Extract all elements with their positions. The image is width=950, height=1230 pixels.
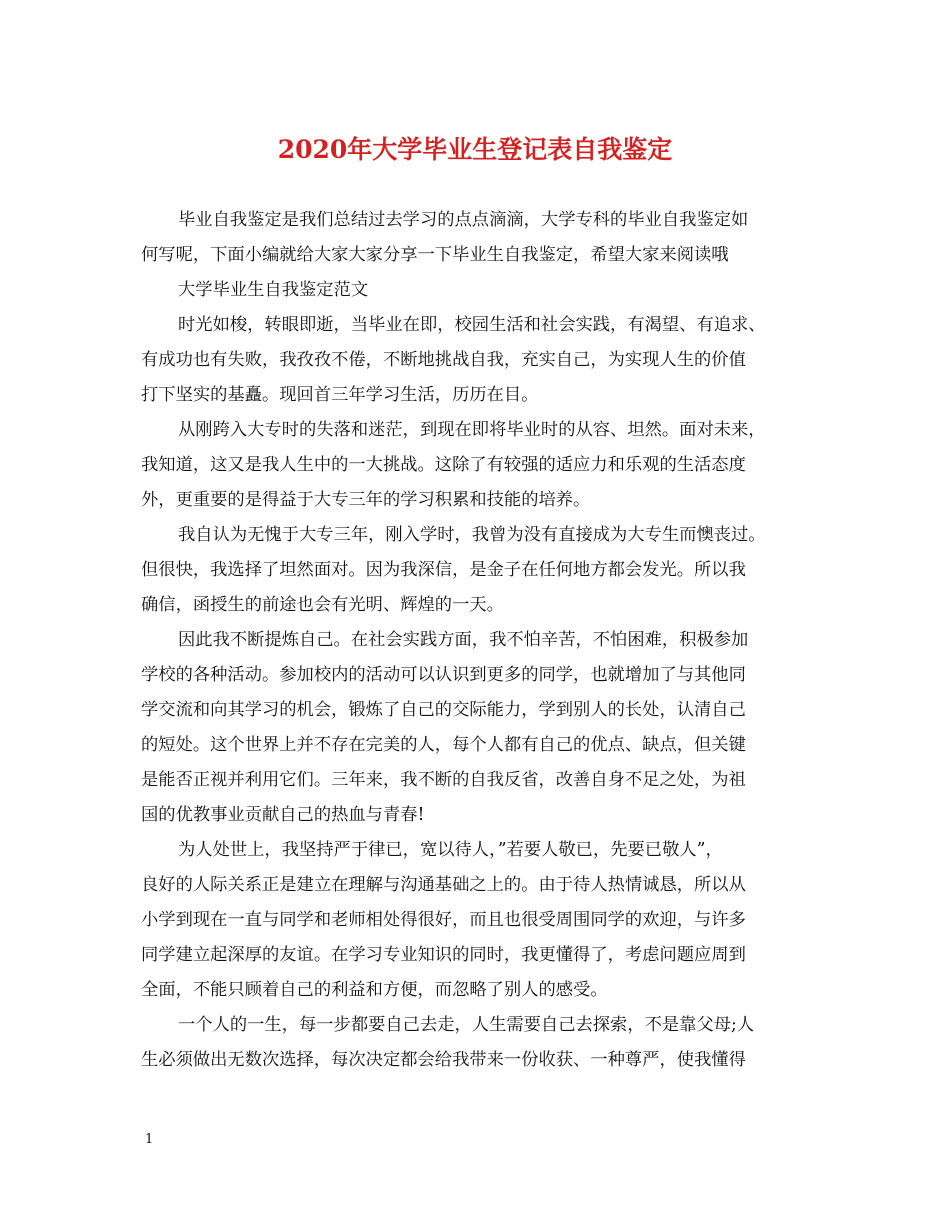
paragraph-line: 为人处世上，我坚持严于律已，宽以待人，”若要人敬已，先要已敬人”， <box>178 840 723 860</box>
paragraph-line: 有成功也有失败，我孜孜不倦，不断地挑战自我，充实自己，为实现人生的价值 <box>141 350 746 370</box>
section-heading: 大学毕业生自我鉴定范文 <box>178 280 369 300</box>
paragraph-line: 的短处。这个世界上并不存在完美的人，每个人都有自己的优点、缺点，但关键 <box>141 735 746 755</box>
paragraph-line: 国的优教事业贡献自己的热血与青春! <box>141 805 425 825</box>
paragraph-line: 确信，函授生的前途也会有光明、辉煌的一天。 <box>141 595 504 615</box>
paragraph-line: 学交流和向其学习的机会，锻炼了自己的交际能力，学到别人的长处，认清自己 <box>141 700 746 720</box>
paragraph-line: 同学建立起深厚的友谊。在学习专业知识的同时，我更懂得了，考虑问题应周到 <box>141 945 746 965</box>
paragraph-line: 外，更重要的是得益于大专三年的学习积累和技能的培养。 <box>141 490 591 510</box>
paragraph-line: 我知道，这又是我人生中的一大挑战。这除了有较强的适应力和乐观的生活态度 <box>141 455 746 475</box>
paragraph-line: 时光如梭，转眼即逝，当毕业在即，校园生活和社会实践，有渴望、有追求、 <box>178 315 766 335</box>
page-number: 1 <box>145 1132 154 1147</box>
paragraph-line: 打下坚实的基矗。现回首三年学习生活，历历在目。 <box>141 385 539 405</box>
paragraph-line: 一个人的一生，每一步都要自己去走，人生需要自己去探索，不是靠父母;人 <box>178 1015 755 1035</box>
paragraph-line: 生必须做出无数次选择，每次决定都会给我带来一份收获、一种尊严，使我懂得 <box>141 1050 746 1070</box>
paragraph-line: 全面，不能只顾着自己的利益和方便，而忽略了别人的感受。 <box>141 980 608 1000</box>
paragraph-line: 是能否正视并利用它们。三年来，我不断的自我反省，改善自身不足之处，为祖 <box>141 770 746 790</box>
document-title: 2020年大学毕业生登记表自我鉴定 <box>277 135 673 164</box>
paragraph-line: 何写呢，下面小编就给大家大家分享一下毕业生自我鉴定，希望大家来阅读哦 <box>141 245 729 265</box>
paragraph-line: 良好的人际关系正是建立在理解与沟通基础之上的。由于待人热情诚恳，所以从 <box>141 875 746 895</box>
paragraph-line: 我自认为无愧于大专三年，刚入学时，我曾为没有直接成为大专生而懊丧过。 <box>178 525 766 545</box>
paragraph-line: 因此我不断提炼自己。在社会实践方面，我不怕辛苦，不怕困难，积极参加 <box>178 630 749 650</box>
paragraph-line: 毕业自我鉴定是我们总结过去学习的点点滴滴，大学专科的毕业自我鉴定如 <box>178 210 749 230</box>
paragraph-line: 从刚跨入大专时的失落和迷茫，到现在即将毕业时的从容、坦然。面对未来， <box>178 420 766 440</box>
paragraph-line: 小学到现在一直与同学和老师相处得很好，而且也很受周围同学的欢迎，与许多 <box>141 910 746 930</box>
paragraph-line: 但很快，我选择了坦然面对。因为我深信，是金子在任何地方都会发光。所以我 <box>141 560 746 580</box>
paragraph-line: 学校的各种活动。参加校内的活动可以认识到更多的同学，也就增加了与其他同 <box>141 665 746 685</box>
